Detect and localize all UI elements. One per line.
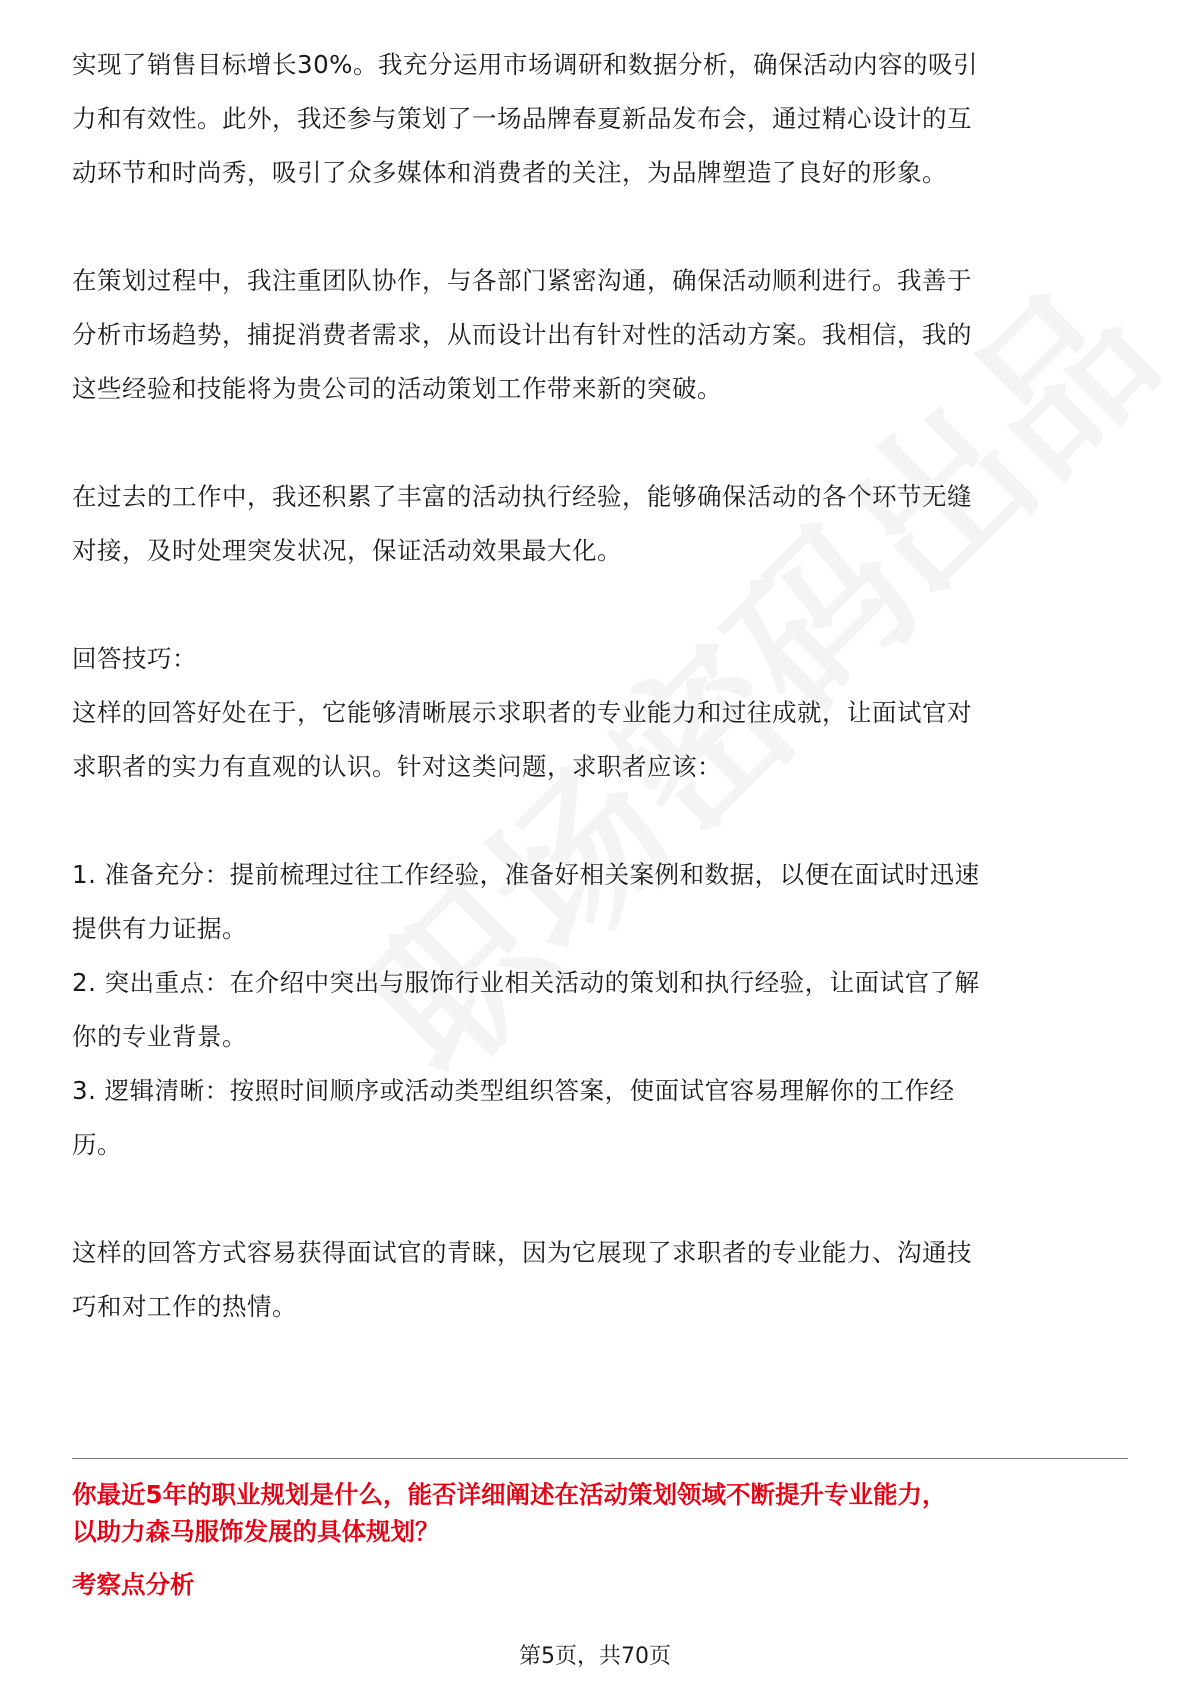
list-item: 1. 准备充分：提前梳理过往工作经验，准备好相关案例和数据，以便在面试时迅速 [72, 860, 980, 889]
section-title: 考察点分析 [72, 1570, 195, 1599]
text-line: 力和有效性。此外，我还参与策划了一场品牌春夏新品发布会，通过精心设计的互 [72, 104, 972, 133]
text-line: 在过去的工作中，我还积累了丰富的活动执行经验，能够确保活动的各个环节无缝 [72, 482, 972, 511]
text-line: 这样的回答方式容易获得面试官的青睐，因为它展现了求职者的专业能力、沟通技 [72, 1238, 972, 1267]
question-line: 你最近5年的职业规划是什么，能否详细阐述在活动策划领域不断提升专业能力， [72, 1480, 947, 1509]
text-line: 动环节和时尚秀，吸引了众多媒体和消费者的关注，为品牌塑造了良好的形象。 [72, 158, 947, 187]
text-line: 巧和对工作的热情。 [72, 1292, 297, 1321]
paragraph-gap [72, 200, 1118, 254]
list-item-continued: 历。 [72, 1130, 122, 1159]
page-footer: 第5页，共70页 [519, 1644, 671, 1669]
list-item: 2. 突出重点：在介绍中突出与服饰行业相关活动的策划和执行经验，让面试官了解 [72, 968, 980, 997]
interview-question [72, 1476, 1122, 1550]
paragraph-gap [72, 578, 1118, 632]
tips-list [72, 848, 1118, 1172]
paragraph-1 [72, 38, 1118, 200]
question-line: 以助力森马服饰发展的具体规划？ [72, 1517, 440, 1546]
text-line: 求职者的实力有直观的认识。针对这类问题，求职者应该： [72, 752, 722, 781]
text-line: 这样的回答好处在于，它能够清晰展示求职者的专业能力和过往成就，让面试官对 [72, 698, 972, 727]
paragraph-gap [72, 416, 1118, 470]
paragraph-gap [72, 794, 1118, 848]
list-item-continued: 提供有力证据。 [72, 914, 247, 943]
answer-tips [72, 632, 1118, 794]
tips-heading: 回答技巧： [72, 644, 197, 673]
paragraph-gap [72, 1172, 1118, 1226]
section-divider [72, 1458, 1128, 1459]
paragraph-3 [72, 470, 1118, 578]
closing-paragraph [72, 1226, 1118, 1334]
text-line: 这些经验和技能将为贵公司的活动策划工作带来新的突破。 [72, 374, 722, 403]
list-item-continued: 你的专业背景。 [72, 1022, 247, 1051]
text-line: 实现了销售目标增长30%。我充分运用市场调研和数据分析，确保活动内容的吸引 [72, 50, 978, 79]
paragraph-2 [72, 254, 1118, 416]
text-line: 在策划过程中，我注重团队协作，与各部门紧密沟通，确保活动顺利进行。我善于 [72, 266, 972, 295]
text-line: 分析市场趋势，捕捉消费者需求，从而设计出有针对性的活动方案。我相信，我的 [72, 320, 972, 349]
text-line: 对接，及时处理突发状况，保证活动效果最大化。 [72, 536, 622, 565]
list-item: 3. 逻辑清晰：按照时间顺序或活动类型组织答案，使面试官容易理解你的工作经 [72, 1076, 955, 1105]
page-content [72, 38, 1118, 1334]
